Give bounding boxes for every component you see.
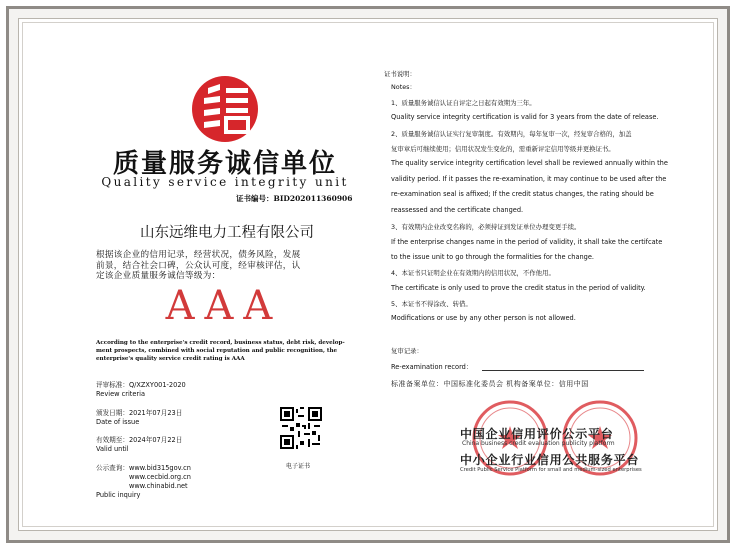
note-4-cn: 4、本证书只证明企业在有效期内的信用状况，不作他用。 (391, 269, 555, 277)
integrity-seal-logo-icon (190, 74, 260, 144)
publisher-name-cn: 中国企业信用评价公示平台 (460, 427, 614, 441)
note-4-en: The certificate is only used to prove the credit status in the period of validity. (391, 284, 646, 292)
note-5-cn: 5、本证书不得涂改、转借。 (391, 300, 472, 308)
reexam-record-en: Re-examination record： (391, 363, 473, 371)
certificate-body-en (96, 339, 358, 363)
certificate-number: 证书编号：BID202011360906 (236, 194, 353, 203)
notes-header: 证书说明： (384, 70, 416, 78)
publisher-name-en: China business credit evaluation publicity platform (462, 440, 615, 447)
note-2-en-1: The quality service integrity certification level shall be reviewed annually within the (391, 159, 668, 167)
note-5-en: Modifications or use by any other person is not allowed. (391, 314, 576, 322)
public-inquiry: 公示查询：www.bid315gov.cn (96, 464, 191, 472)
note-2-en-3: re-examination seal is affixed; If the credit status changes, the rating should be (391, 190, 654, 198)
note-2-en-4: reassessed and the certificate changed. (391, 206, 524, 214)
review-criteria-en: Review criteria (96, 390, 146, 398)
reexam-record-cn: 复审记录： (391, 347, 423, 355)
review-criteria: 评审标准：Q/XZXY001-2020 (96, 381, 186, 389)
inquiry-site-2: www.cecbid.org.cn (129, 473, 191, 481)
note-3-en-1: If the enterprise changes name in the period of validity, it shall take the certifcate (391, 238, 663, 246)
body-en-line: enterprise's quality service credit rating is AAA (96, 356, 245, 362)
body-cn-line: 根据该企业的信用记录，经营状况，债务风险，发展 (96, 250, 301, 260)
platform-name-cn: 中小企业行业信用公共服务平台 (460, 453, 640, 467)
certificate-body-cn (96, 250, 352, 282)
qr-code-label: 电子证书 (286, 463, 311, 470)
body-en-line: ment prospects, combined with social reputation and public recognition, the (96, 348, 338, 354)
note-3-en-2: to the issue unit to go through the formalities for the change. (391, 253, 595, 261)
platform-name-en: Credit Public Service Platform for small and medium-sized enterprises (460, 467, 642, 473)
credit-rating: AAA (165, 283, 283, 329)
note-1-en: Quality service integrity certification is valid for 3 years from the date of release. (391, 113, 659, 121)
body-cn-line: 前景，结合社会口碑，公众认可度，经审核评估，认 (96, 260, 301, 271)
note-2-en-2: validity period. If it passes the re-examination, it may continue to be used after the (391, 175, 667, 183)
inquiry-site-3: www.chinabid.net (129, 482, 188, 490)
valid-until-en: Valid until (96, 445, 129, 453)
note-1-cn: 1、质量服务诚信认证自评定之日起有效期为三年。 (391, 99, 536, 107)
reexam-record-line (482, 370, 644, 371)
public-inquiry-en: Public inquiry (96, 491, 141, 499)
note-3-cn: 3、有效期内企业改变名称的，必须持证到发证单位办理变更手续。 (391, 223, 581, 231)
filing-organizations: 标准备案单位：中国标准化委员会 机构备案单位：信用中国 (391, 380, 589, 388)
issue-date-en: Date of issue (96, 418, 140, 426)
qr-code-icon (280, 407, 322, 449)
body-cn-line: 定该企业质量服务诚信等级为： (96, 271, 221, 281)
certificate-title-en: Quality service integrity unit (101, 175, 349, 189)
issue-date: 颁发日期：2021年07月23日 (96, 409, 183, 417)
notes-label: Notes： (391, 83, 416, 91)
company-name: 山东远维电力工程有限公司 (140, 225, 314, 241)
certificate-title-cn: 质量服务诚信单位 (112, 149, 337, 179)
note-2-cn: 2、质量服务诚信认证实行复审制度。有效期内，每年复审一次，经复审合格的，加盖 (391, 130, 632, 138)
note-2-cn-cont: 复审章后可继续使用；信用状况发生变化的，需重新评定信用等级并更换证书。 (391, 145, 615, 153)
body-en-line: According to the enterprise's credit record, business status, debt risk, develop- (96, 340, 345, 346)
valid-until: 有效期至：2024年07月22日 (96, 436, 183, 444)
